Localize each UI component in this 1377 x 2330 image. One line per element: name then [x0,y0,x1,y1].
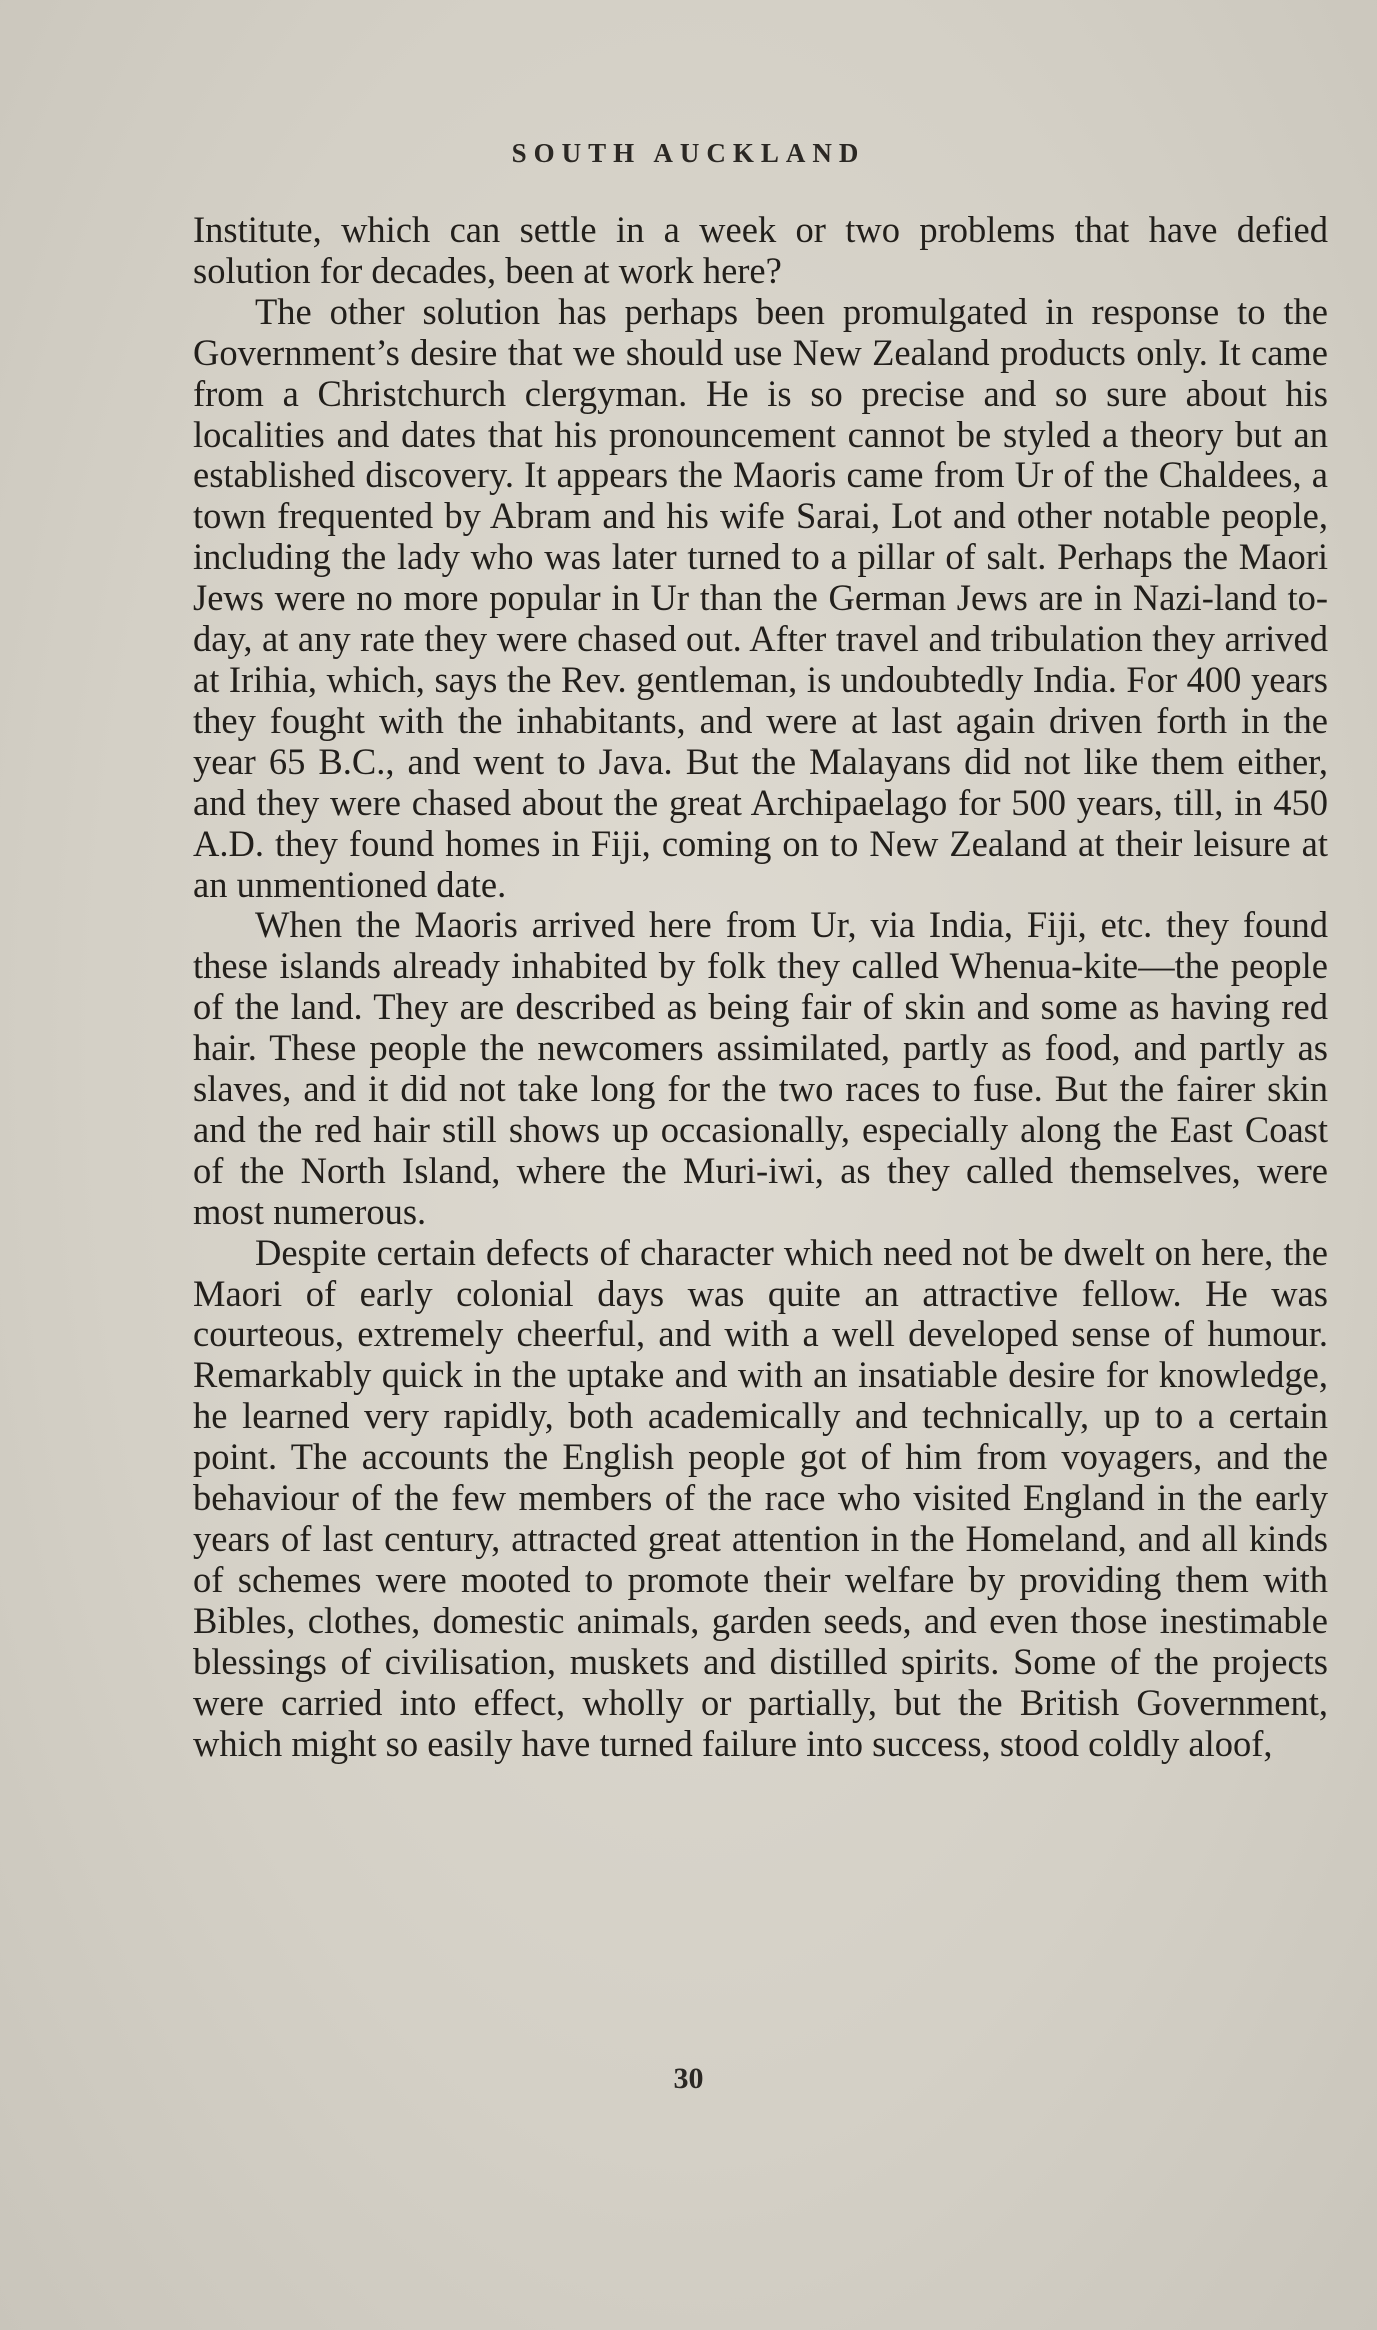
body-text [193,210,1328,1764]
paragraph-3: When the Maoris arrived here from Ur, via India, Fiji, etc. they found these islands already inhabited by folk they called Whenua-kite—the people of the land. They are described as being fair of skin and some as having red hair. These people the newcomers assimilated, partly as food, and partly as slaves, and it did not take long for the two races to fuse. But the fairer skin and the red hair still shows up occasionally, especially along the East Coast of the North Island, where the Muri-iwi, as they called themselves, were most numerous. [193,904,1328,1232]
paragraph-2: The other solution has perhaps been promulgated in response to the Government’s desire that we should use New Zealand products only. It came from a Christchurch clergyman. He is so precise and so sure about his localities and dates that his pronouncement cannot be styled a theory but an established discovery. It appears the Maoris came from Ur of the Chaldees, a town frequented by Abram and his wife Sarai, Lot and other notable people, including the lady who was later turned to a pillar of salt. Perhaps the Maori Jews were no more popular in Ur than the German Jews are in Nazi-land to-day, at any rate they were chased out. After travel and tribulation they arrived at Irihia, which, says the Rev. gentleman, is undoubtedly India. For 400 years they fought with the inhabitants, and were at last again driven forth in the year 65 B.C., and went to Java. But the Malayans did not like them either, and they were chased about the great Archipaelago for 500 years, till, in 450 A.D. they found homes in Fiji, coming on to New Zealand at their leisure at an unmentioned date. [193,290,1328,905]
running-head: SOUTH AUCKLAND [511,138,866,168]
paragraph-1: Institute, which can settle in a week or two problems that have defied solution for decades, been at work here? [193,209,1328,291]
page-number: 30 [673,2062,704,2095]
paragraph-4: Despite certain defects of character which need not be dwelt on here, the Maori of early colonial days was quite an attractive fellow. He was courteous, extremely cheerful, and with a well developed sense of humour. Remarkably quick in the uptake and with an insatiable desire for knowledge, he learned very rapidly, both academically and technically, up to a certain point. The accounts the English people got of him from voyagers, and the behaviour of the few members of the race who visited England in the early years of last century, attracted great attention in the Homeland, and all kinds of schemes were mooted to promote their welfare by providing them with Bibles, clothes, domestic animals, garden seeds, and even those inestimable blessings of civilisation, muskets and distilled spirits. Some of the projects were carried into effect, wholly or partially, but the British Government, which might so easily have turned failure into success, stood coldly aloof, [193,1231,1328,1764]
